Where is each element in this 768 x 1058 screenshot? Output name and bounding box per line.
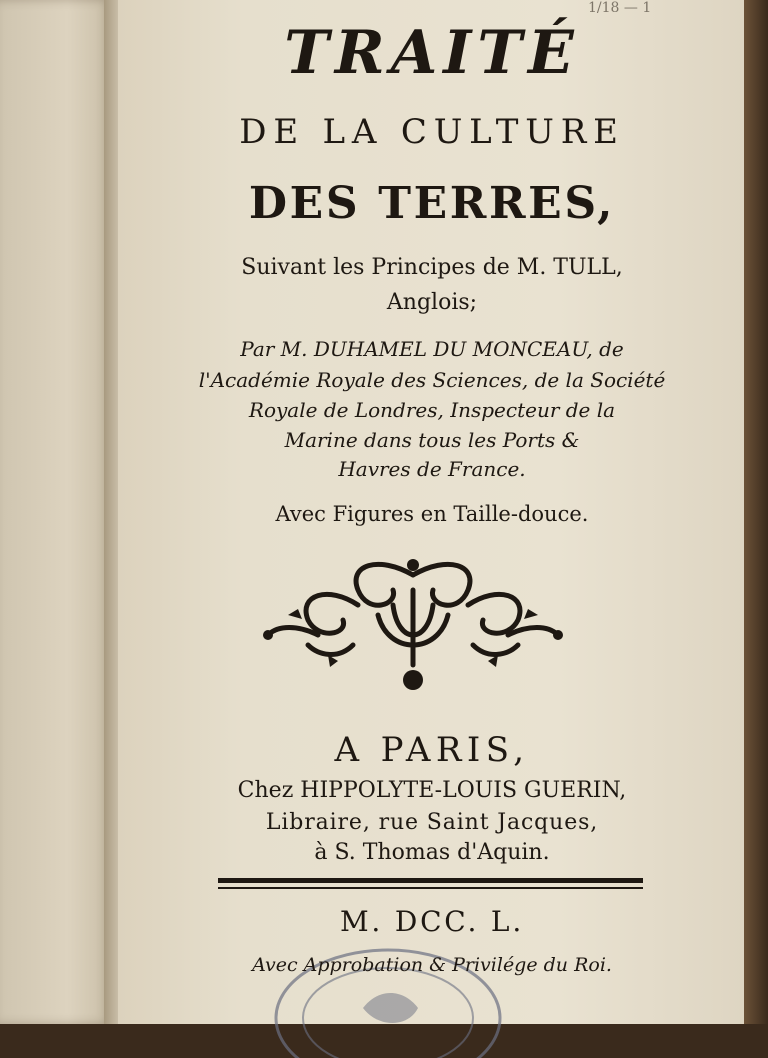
- suivant-line: Suivant les Principes de M. TULL,: [241, 255, 623, 280]
- subtitle-line1: DE LA CULTURE: [239, 112, 625, 152]
- author-line2: l'Académie Royale des Sciences, de la Société: [198, 368, 666, 392]
- anglois-line: Anglois;: [386, 290, 478, 315]
- figures-note: Avec Figures en Taille-douce.: [275, 502, 589, 526]
- approbation-line: Avec Approbation & Privilége du Roi.: [252, 954, 612, 976]
- book-title: TRAITÉ: [284, 18, 580, 88]
- author-line5: Havres de France.: [338, 457, 526, 481]
- shelfmark: 1/18 — 1: [588, 0, 652, 16]
- fleuron-ornament-icon: [258, 545, 568, 705]
- publication-date: M. DCC. L.: [339, 905, 525, 938]
- publisher-line2: Libraire, rue Saint Jacques,: [265, 810, 599, 835]
- author-line1: Par M. DUHAMEL DU MONCEAU, de: [240, 337, 624, 361]
- author-line4: Marine dans tous les Ports &: [284, 428, 580, 452]
- city-line: A PARIS,: [334, 730, 530, 770]
- book-edge: [744, 0, 768, 1024]
- left-page: [0, 0, 112, 1024]
- publisher-line1: Chez HIPPOLYTE-LOUIS GUERIN,: [237, 778, 627, 803]
- title-page: [118, 0, 746, 1024]
- double-rule-bottom: [218, 887, 643, 889]
- publisher-line3: à S. Thomas d'Aquin.: [314, 840, 550, 865]
- subtitle-line2: DES TERRES,: [248, 178, 616, 229]
- author-line3: Royale de Londres, Inspecteur de la: [248, 398, 616, 422]
- double-rule-top: [218, 878, 643, 883]
